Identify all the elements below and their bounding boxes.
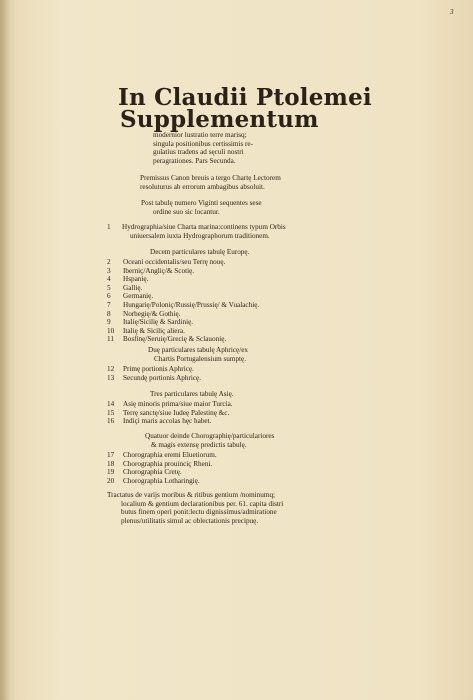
list-item: 15 Terrę sanctę/siue Iudeę Palestinę &c. [107,408,230,417]
list-item: 12 Primę portionis Aphricę. [107,365,194,373]
list-item: 13 Secundę portionis Aphricę. [107,373,202,382]
asia-heading: Tres particulares tabulę Asię. [150,390,234,398]
entry-hydrographia [122,223,286,240]
list-item: 9 Italię/Sicilię & Sardinię. [107,318,194,327]
heading-line: Quatuor deinde Chorographię/particulariores [145,432,275,440]
title-line-2: Supplementum [120,106,319,133]
choro-list [107,451,217,485]
choro-heading [145,432,274,449]
africa-list [107,365,201,382]
heading-line: & magis extensę predictis tabulę. [151,440,247,449]
heading-line: Chartis Portugalensium sumptę. [154,354,247,363]
list-item: 8 Norbegię/& Gothię. [107,309,181,318]
list-item: 4 Hspanię. [107,275,149,284]
list-item: 2 Oceani occidentalis/seu Terrę nouę. [107,258,226,266]
title-line-1: In Claudii Ptolemei [118,84,372,111]
list-item: 3 Iberniç/Angliç/& Scotię. [107,266,195,275]
list-item: 11 Bosfinę/Seruię/Grecię & Sclauonię. [107,335,227,344]
asia-list [107,400,233,426]
intro-line: peragrationes. Pars Secunda. [153,156,236,165]
list-item: 5 Gallię. [107,283,143,292]
intro-line: gulatius tradens ad sęculi nostri [153,148,244,157]
tractatus-line: Tractatus de varijs moribus & ritibus gentium /nominumq; [107,491,276,499]
entry-number: 1 [107,223,111,231]
binding-gutter [0,0,10,700]
post-line: Post tabulę numero Viginti sequentes sese [141,199,262,207]
canon-line: resoluturus ab errorum ambagibus absoluit. [140,182,265,191]
tractatus-line: plenus/utilitatis simul ac oblectationis precipuę. [121,516,259,525]
intro-line: modernior lustratio terre marisq; [153,131,247,139]
list-item: 18 Chorographia prouinciç Rheni. [107,459,213,468]
intro-line: singula positionibus certissimis re- [153,139,254,148]
tractatus-line: butus finem operi ponit:lectu dignissimus/admiratione [121,508,277,517]
tractatus-line: localium & gentium declarationibus per. 61. capita distri [121,499,284,508]
list-item: 6 Germanię. [107,292,154,301]
heading-line: Duę particulares tabulę Aphricę/ex [148,346,248,354]
list-item: 16 Indiçi maris accolas hęc habet. [107,417,212,426]
europe-heading: Decem particulares tabulę Europę. [150,248,250,256]
canon-line: Premissus Canon breuis a tergo Chartę Lectorem [140,174,281,182]
entry-line: Hydrographia/siue Charta marina:continens typum Orbis [122,223,286,231]
list-item: 14 Asię minoris prima/siue maior Turcia. [107,400,233,408]
tractatus-text [107,491,283,525]
post-line: ordine suo sic locantur. [153,207,220,216]
list-item: 17 Chorographia eremi Eluetiorum. [107,451,217,459]
africa-heading [148,346,248,363]
list-item: 7 Hungarię/Poloniç/Russię/Prussię/ & Vualachię. [107,300,260,309]
canon-text [140,174,281,191]
entry-line: uniuersalem iuxta Hydrographorum traditionem. [130,231,270,240]
europe-list [107,258,259,344]
post-text [141,199,262,216]
intro-text [153,131,253,165]
list-item: 20 Chorographia Lotharingię. [107,476,200,485]
list-item: 10 Italię & Siciliç aliera. [107,326,185,335]
margin-note: 3 [450,8,454,16]
list-item: 19 Chorographia Cretę. [107,468,182,477]
